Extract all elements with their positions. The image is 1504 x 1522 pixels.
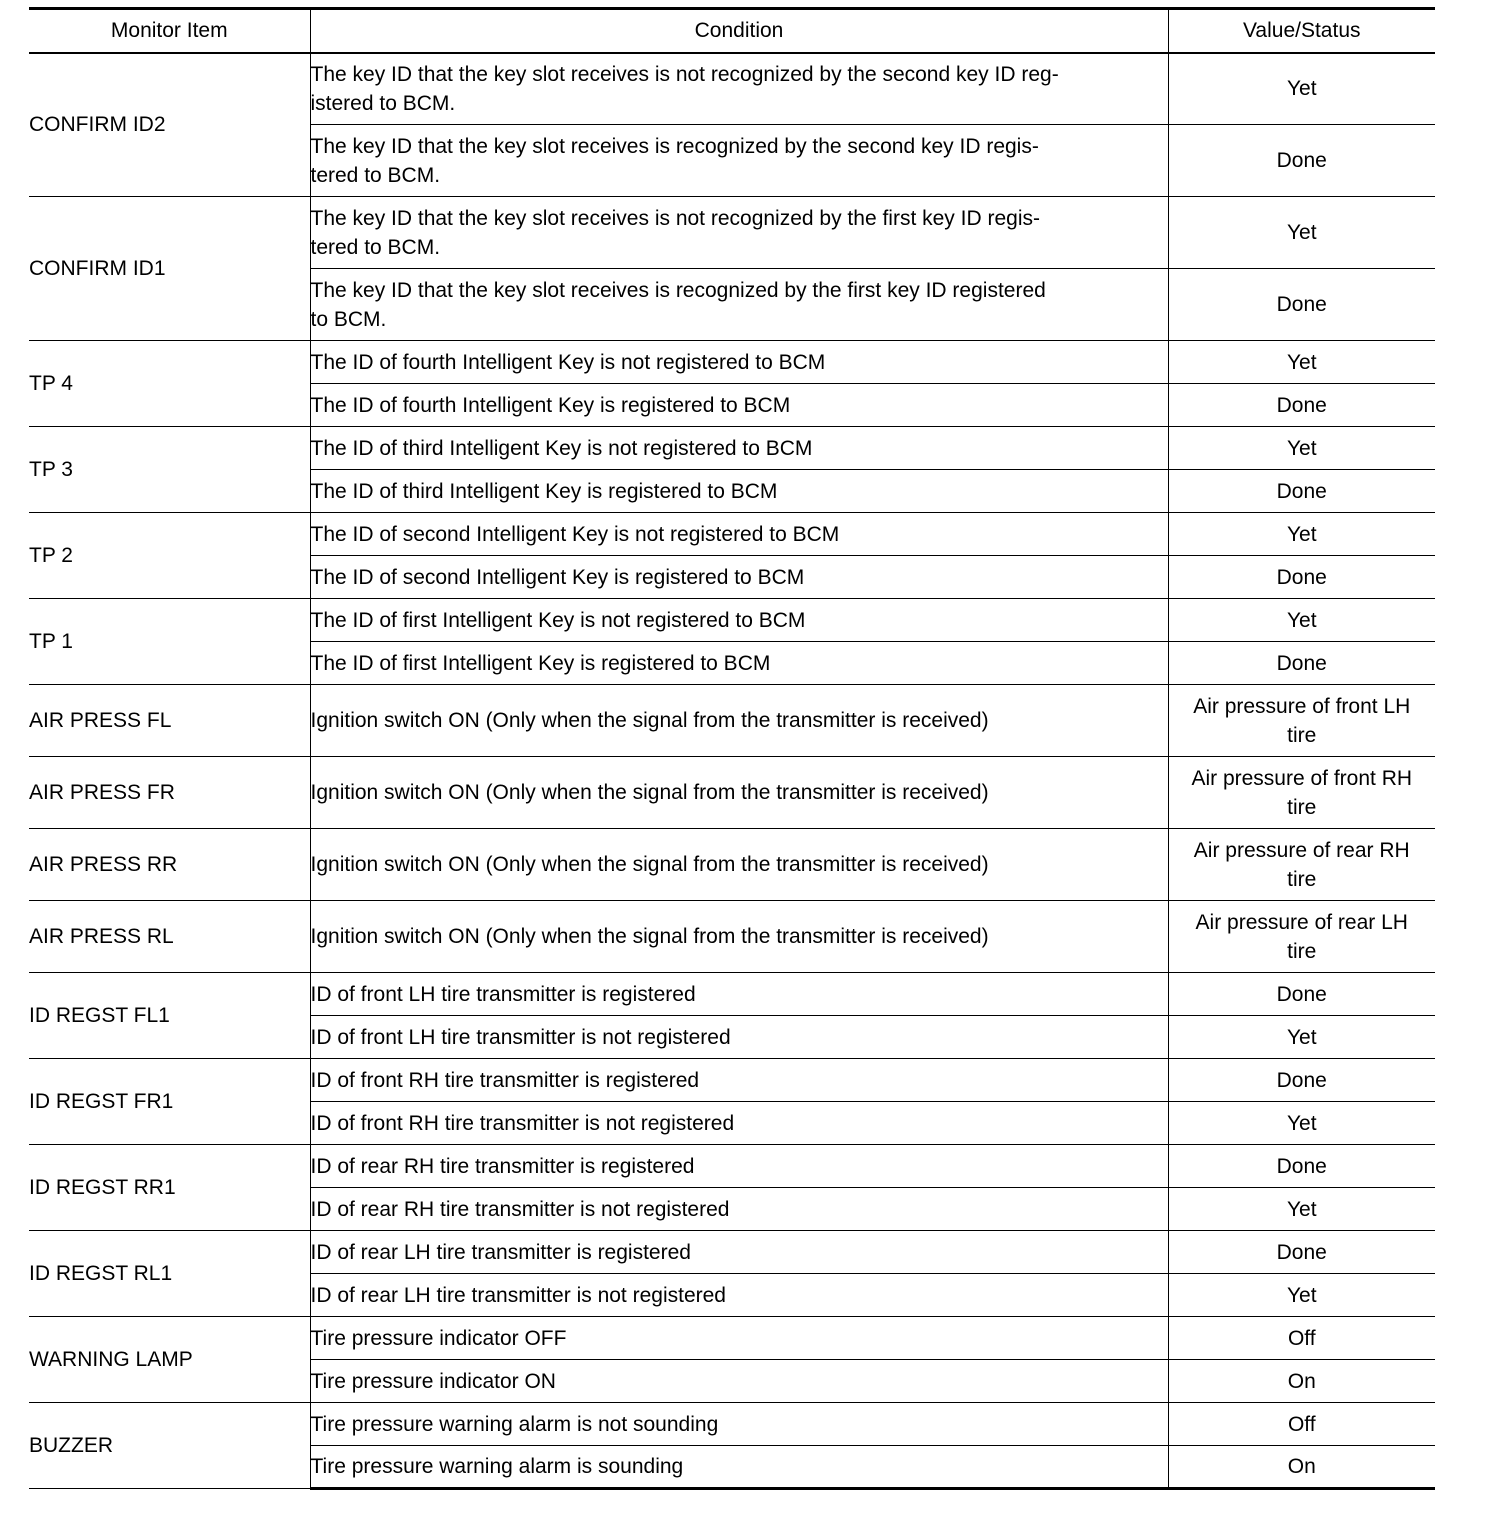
condition-cell: ID of rear LH tire transmitter is registered (310, 1231, 1168, 1274)
value-status-cell: Air pressure of rear RH tire (1168, 829, 1435, 901)
monitor-item-cell: AIR PRESS RR (29, 829, 310, 901)
condition-cell: The key ID that the key slot receives is recognized by the first key ID registered to BCM. (310, 269, 1168, 341)
table-row (29, 1059, 1435, 1102)
table-row (29, 341, 1435, 384)
value-status-cell: Done (1168, 125, 1435, 197)
condition-cell: The key ID that the key slot receives is not recognized by the first key ID regis- tered to BCM. (310, 197, 1168, 269)
value-status-cell: Air pressure of front RH tire (1168, 757, 1435, 829)
table-row (29, 829, 1435, 901)
monitor-item-cell: TP 2 (29, 513, 310, 599)
condition-cell: Tire pressure warning alarm is sounding (310, 1446, 1168, 1489)
value-status-cell: Done (1168, 973, 1435, 1016)
header-monitor-item: Monitor Item (29, 9, 310, 53)
monitor-item-cell: CONFIRM ID1 (29, 197, 310, 341)
value-status-cell: Done (1168, 1231, 1435, 1274)
condition-cell: ID of front RH tire transmitter is registered (310, 1059, 1168, 1102)
condition-cell: ID of front LH tire transmitter is registered (310, 973, 1168, 1016)
table-row (29, 513, 1435, 556)
monitor-table (29, 7, 1435, 1490)
value-status-cell: Done (1168, 470, 1435, 513)
table-row (29, 427, 1435, 470)
monitor-item-cell: WARNING LAMP (29, 1317, 310, 1403)
condition-cell: ID of front RH tire transmitter is not registered (310, 1102, 1168, 1145)
table-row (29, 685, 1435, 757)
table-row (29, 197, 1435, 269)
table-row (29, 1231, 1435, 1274)
value-status-cell: Yet (1168, 513, 1435, 556)
monitor-item-cell: AIR PRESS FR (29, 757, 310, 829)
value-status-cell: Yet (1168, 1274, 1435, 1317)
value-status-cell: Done (1168, 1145, 1435, 1188)
condition-cell: The ID of fourth Intelligent Key is not registered to BCM (310, 341, 1168, 384)
value-status-cell: Yet (1168, 599, 1435, 642)
table-row (29, 973, 1435, 1016)
condition-cell: The ID of first Intelligent Key is registered to BCM (310, 642, 1168, 685)
value-status-cell: Done (1168, 642, 1435, 685)
condition-cell: ID of rear RH tire transmitter is not registered (310, 1188, 1168, 1231)
value-status-cell: Done (1168, 1059, 1435, 1102)
condition-cell: The ID of fourth Intelligent Key is registered to BCM (310, 384, 1168, 427)
table-row (29, 1145, 1435, 1188)
header-condition: Condition (310, 9, 1168, 53)
condition-cell: The ID of second Intelligent Key is not registered to BCM (310, 513, 1168, 556)
value-status-cell: Done (1168, 384, 1435, 427)
value-status-cell: Done (1168, 269, 1435, 341)
monitor-item-cell: TP 1 (29, 599, 310, 685)
value-status-cell: Yet (1168, 1016, 1435, 1059)
condition-cell: Tire pressure indicator ON (310, 1360, 1168, 1403)
monitor-item-cell: ID REGST FR1 (29, 1059, 310, 1145)
condition-cell: Ignition switch ON (Only when the signal from the transmitter is received) (310, 901, 1168, 973)
value-status-cell: Yet (1168, 53, 1435, 125)
condition-cell: ID of rear RH tire transmitter is registered (310, 1145, 1168, 1188)
condition-cell: Ignition switch ON (Only when the signal from the transmitter is received) (310, 685, 1168, 757)
header-row (29, 9, 1435, 53)
monitor-item-cell: ID REGST RL1 (29, 1231, 310, 1317)
table-header (29, 9, 1435, 53)
monitor-item-cell: ID REGST FL1 (29, 973, 310, 1059)
monitor-item-cell: ID REGST RR1 (29, 1145, 310, 1231)
value-status-cell: Off (1168, 1317, 1435, 1360)
condition-cell: Ignition switch ON (Only when the signal from the transmitter is received) (310, 757, 1168, 829)
table-row (29, 901, 1435, 973)
condition-cell: Ignition switch ON (Only when the signal from the transmitter is received) (310, 829, 1168, 901)
condition-cell: The ID of third Intelligent Key is registered to BCM (310, 470, 1168, 513)
condition-cell: Tire pressure indicator OFF (310, 1317, 1168, 1360)
value-status-cell: Off (1168, 1403, 1435, 1446)
table-row (29, 1317, 1435, 1360)
header-value-status: Value/Status (1168, 9, 1435, 53)
value-status-cell: Yet (1168, 197, 1435, 269)
condition-cell: The key ID that the key slot receives is recognized by the second key ID regis- tered to BCM. (310, 125, 1168, 197)
value-status-cell: On (1168, 1446, 1435, 1489)
condition-cell: The ID of second Intelligent Key is registered to BCM (310, 556, 1168, 599)
value-status-cell: Yet (1168, 341, 1435, 384)
value-status-cell: On (1168, 1360, 1435, 1403)
table-row (29, 53, 1435, 125)
condition-cell: ID of rear LH tire transmitter is not registered (310, 1274, 1168, 1317)
table-row (29, 757, 1435, 829)
table-row (29, 599, 1435, 642)
condition-cell: The ID of first Intelligent Key is not registered to BCM (310, 599, 1168, 642)
value-status-cell: Yet (1168, 427, 1435, 470)
monitor-item-cell: TP 4 (29, 341, 310, 427)
condition-cell: ID of front LH tire transmitter is not registered (310, 1016, 1168, 1059)
monitor-item-cell: BUZZER (29, 1403, 310, 1489)
value-status-cell: Yet (1168, 1102, 1435, 1145)
value-status-cell: Yet (1168, 1188, 1435, 1231)
value-status-cell: Done (1168, 556, 1435, 599)
table-body (29, 53, 1435, 1489)
condition-cell: The key ID that the key slot receives is not recognized by the second key ID reg- istered to BCM. (310, 53, 1168, 125)
value-status-cell: Air pressure of front LH tire (1168, 685, 1435, 757)
table-row (29, 1403, 1435, 1446)
value-status-cell: Air pressure of rear LH tire (1168, 901, 1435, 973)
monitor-item-cell: AIR PRESS FL (29, 685, 310, 757)
condition-cell: Tire pressure warning alarm is not sounding (310, 1403, 1168, 1446)
monitor-item-cell: CONFIRM ID2 (29, 53, 310, 197)
monitor-item-cell: AIR PRESS RL (29, 901, 310, 973)
condition-cell: The ID of third Intelligent Key is not registered to BCM (310, 427, 1168, 470)
monitor-item-cell: TP 3 (29, 427, 310, 513)
